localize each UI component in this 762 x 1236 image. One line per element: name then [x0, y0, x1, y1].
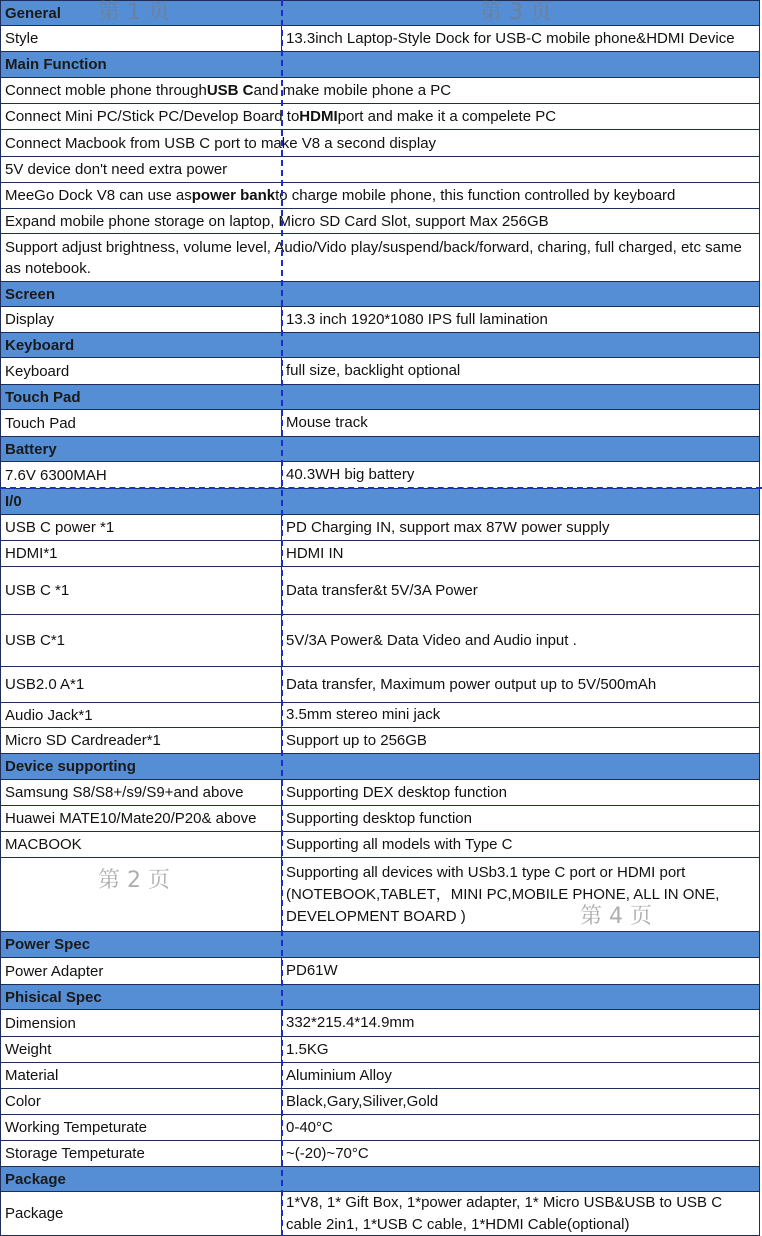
feature-text: port and make it a compelete PC [337, 108, 557, 125]
section-header [0, 333, 760, 358]
table-row [0, 157, 760, 183]
section-title[interactable]: Package [5, 1170, 66, 1188]
feature-cell[interactable] [1, 209, 759, 233]
section-header [0, 932, 760, 958]
spec-label[interactable]: Dimension [1, 1010, 282, 1036]
spec-label[interactable]: Package [1, 1192, 282, 1235]
feature-cell[interactable] [1, 78, 759, 103]
table-row [0, 1089, 760, 1115]
spec-value[interactable]: Supporting DEX desktop function [286, 783, 507, 801]
feature-text: MeeGo Dock V8 can use as [5, 187, 192, 204]
section-title[interactable]: Device supporting [5, 758, 136, 775]
page-watermark: 第 3 页 [480, 0, 552, 25]
spec-label[interactable]: Working Tempeturate [1, 1115, 282, 1140]
spec-value[interactable]: PD61W [286, 962, 338, 979]
feature-text: USB C [206, 82, 254, 99]
spec-label[interactable]: 7.6V 6300MAH [1, 462, 282, 488]
section-title[interactable]: I/0 [5, 493, 22, 510]
section-title[interactable]: Touch Pad [5, 388, 81, 406]
table-row [0, 728, 760, 754]
table-row [0, 858, 760, 932]
feature-text: Expand mobile phone storage on laptop, Micro SD Card Slot, support Max 256GB [5, 212, 549, 230]
spec-value[interactable] [282, 282, 759, 306]
spec-value[interactable] [282, 932, 759, 957]
spec-label[interactable]: USB C*1 [1, 615, 282, 666]
spec-value[interactable]: 1*V8, 1* Gift Box, 1*power adapter, 1* Micro USB&USB to USB C cable 2in1, 1*USB C cable, 1*HDMI Cable(optional) [286, 1193, 723, 1233]
spec-value[interactable]: Supporting all devices with USb3.1 type C port or HDMI port (NOTEBOOK,TABLET，MINI PC,MOBILE PHONE, ALL IN ONE, DEVELOPMENT BOARD ) [286, 863, 720, 925]
feature-text: Connect Mini PC/Stick PC/Develop Board to [5, 108, 300, 125]
table-row [0, 410, 760, 437]
table-row [0, 1115, 760, 1141]
spec-label[interactable]: Material [1, 1063, 282, 1088]
section-header [0, 489, 760, 515]
section-header [0, 754, 760, 780]
spec-value[interactable]: 40.3WH big battery [286, 466, 415, 483]
spec-label[interactable]: USB C power *1 [1, 515, 282, 540]
table-row [0, 567, 760, 615]
section-title[interactable]: General [5, 4, 61, 22]
spec-value[interactable]: 5V/3A Power& Data Video and Audio input . [286, 631, 577, 649]
spec-label[interactable]: Weight [1, 1037, 282, 1062]
spec-value[interactable]: HDMI IN [286, 544, 344, 562]
table-row [0, 307, 760, 333]
feature-cell[interactable] [1, 104, 759, 129]
page-watermark: 第 2 页 [98, 868, 170, 893]
feature-text: Connect moble phone through [5, 82, 207, 99]
section-title[interactable]: Screen [5, 285, 56, 303]
section-title[interactable]: Power Spec [5, 936, 91, 953]
spec-value[interactable]: Aluminium Alloy [286, 1066, 392, 1084]
page-watermark: 第 4 页 [580, 904, 652, 929]
spec-value[interactable] [282, 437, 759, 461]
spec-label[interactable]: MACBOOK [1, 832, 282, 857]
table-row [0, 104, 760, 130]
section-title[interactable]: Keyboard [5, 336, 75, 354]
spec-label[interactable]: Audio Jack*1 [1, 703, 282, 727]
spec-label[interactable]: Display [1, 307, 282, 332]
table-row [0, 130, 760, 157]
spec-value[interactable]: Data transfer&t 5V/3A Power [286, 581, 478, 599]
spec-label[interactable]: Style [1, 26, 282, 51]
feature-cell[interactable] [1, 234, 759, 281]
section-header [0, 1167, 760, 1192]
page-watermark: 第 1 页 [98, 0, 170, 25]
table-row [0, 234, 760, 282]
spec-label[interactable]: Keyboard [1, 358, 282, 384]
section-header [0, 0, 760, 26]
feature-cell[interactable] [1, 130, 759, 156]
spec-value[interactable]: Support up to 256GB [286, 731, 427, 749]
spec-label[interactable]: Color [1, 1089, 282, 1114]
spec-value[interactable] [282, 489, 759, 514]
table-row [0, 78, 760, 104]
section-header [0, 282, 760, 307]
spec-value[interactable] [282, 1167, 759, 1191]
table-row [0, 541, 760, 567]
spec-value[interactable]: Supporting desktop function [286, 809, 472, 827]
table-row [0, 462, 760, 489]
table-row [0, 1192, 760, 1236]
table-row [0, 958, 760, 985]
spec-value[interactable]: 3.5mm stereo mini jack [286, 706, 441, 723]
spec-label[interactable]: Samsung S8/S8+/s9/S9+and above [1, 780, 282, 805]
table-row [0, 515, 760, 541]
table-row [0, 780, 760, 806]
spec-value[interactable] [282, 985, 759, 1009]
spec-label[interactable]: USB C *1 [1, 567, 282, 614]
feature-text: to charge mobile phone, this function controlled by keyboard [275, 187, 676, 204]
spec-value[interactable]: Mouse track [286, 414, 368, 431]
spec-value[interactable] [282, 1, 759, 25]
spec-label[interactable]: Storage Tempeturate [1, 1141, 282, 1166]
section-header [0, 985, 760, 1010]
table-row [0, 703, 760, 728]
spec-value[interactable]: ~(-20)~70°C [286, 1144, 369, 1162]
spec-value[interactable] [282, 333, 759, 357]
spec-value[interactable]: 0-40°C [286, 1118, 333, 1136]
spec-label[interactable] [1, 858, 282, 931]
spec-value[interactable]: 13.3inch Laptop-Style Dock for USB-C mobile phone&HDMI Device [286, 29, 735, 47]
section-header [0, 52, 760, 78]
spec-value[interactable]: full size, backlight optional [286, 362, 461, 379]
feature-text: Connect Macbook from USB C port to make V8 a second display [5, 134, 437, 152]
spec-label[interactable]: USB2.0 A*1 [1, 667, 282, 702]
feature-text: 5V device don't need extra power [5, 161, 228, 178]
spec-label[interactable]: Power Adapter [1, 958, 282, 984]
table-row [0, 358, 760, 385]
feature-text: and make mobile phone a PC [253, 82, 452, 99]
table-row [0, 615, 760, 667]
spec-value[interactable]: Black,Gary,Siliver,Gold [286, 1092, 439, 1110]
spec-value[interactable]: 13.3 inch 1920*1080 IPS full lamination [286, 310, 548, 328]
table-row [0, 26, 760, 52]
spec-value[interactable]: Supporting all models with Type C [286, 835, 513, 853]
page-break-horizontal[interactable] [0, 487, 762, 489]
section-title[interactable]: Battery [5, 440, 57, 458]
table-row [0, 832, 760, 858]
table-row [0, 183, 760, 209]
table-row [0, 1010, 760, 1037]
page-break-vertical[interactable] [281, 0, 283, 1236]
spec-label[interactable]: Micro SD Cardreader*1 [1, 728, 282, 753]
spec-value[interactable]: Data transfer, Maximum power output up to 5V/500mAh [286, 675, 657, 693]
section-title[interactable]: Main Function [5, 56, 107, 73]
feature-cell[interactable] [1, 157, 759, 182]
table-row [0, 667, 760, 703]
table-row [0, 209, 760, 234]
feature-text: power bank [191, 187, 276, 204]
table-row [0, 1141, 760, 1167]
feature-text: Support adjust brightness, volume level, Audio/Vido play/suspend/back/forward, charing, full charged, etc same as notebook. [5, 238, 742, 277]
feature-text: HDMI [299, 108, 338, 125]
feature-cell[interactable] [1, 183, 759, 208]
spec-value[interactable]: 332*215.4*14.9mm [286, 1014, 415, 1031]
spec-value[interactable]: PD Charging IN, support max 87W power supply [286, 518, 610, 536]
table-row [0, 1063, 760, 1089]
spec-label[interactable]: Touch Pad [1, 410, 282, 436]
spec-label[interactable]: HDMI*1 [1, 541, 282, 566]
spec-value[interactable]: 1.5KG [286, 1040, 329, 1058]
section-header [0, 437, 760, 462]
spec-value[interactable] [282, 754, 759, 779]
spec-value[interactable] [282, 385, 759, 409]
table-row [0, 1037, 760, 1063]
table-row [0, 806, 760, 832]
section-title[interactable]: Phisical Spec [5, 988, 102, 1006]
section-header [0, 385, 760, 410]
spec-value[interactable] [282, 52, 759, 77]
spec-label[interactable]: Huawei MATE10/Mate20/P20& above [1, 806, 282, 831]
